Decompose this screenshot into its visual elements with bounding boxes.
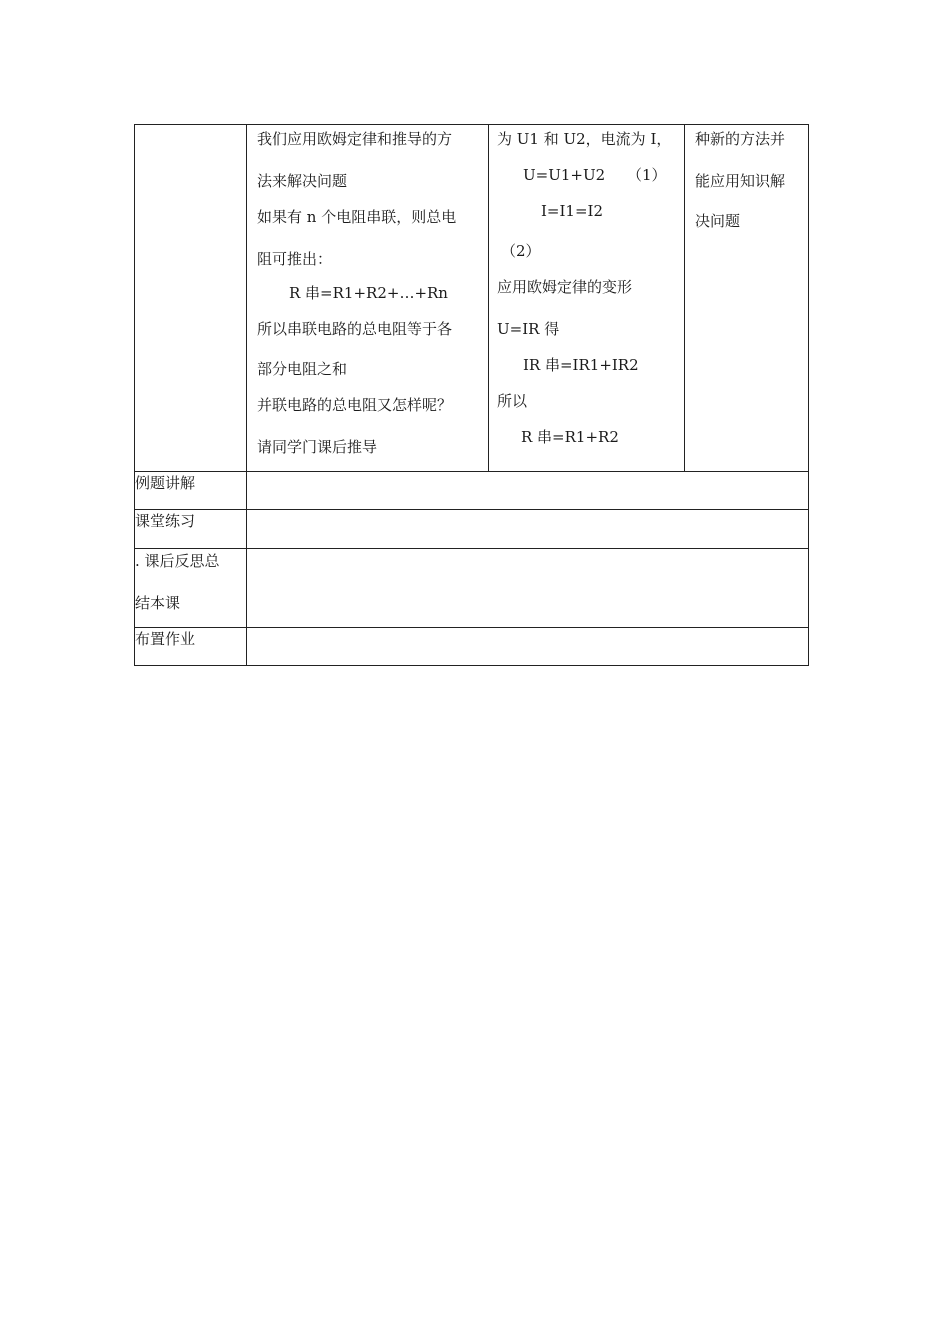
reflection-label-line: . 课后反思总 — [135, 552, 220, 570]
method-line: 如果有 n 个电阻串联，则总电 — [257, 208, 457, 226]
practice-row — [135, 510, 809, 549]
example-label: 例题讲解 — [135, 472, 247, 510]
series-resistance-result: R 串=R1+R2 — [521, 428, 619, 446]
method-line: 并联电路的总电阻又怎样呢？ — [257, 396, 453, 414]
method-line: 法来解决问题 — [257, 172, 348, 190]
reflection-content-cell — [247, 549, 809, 628]
formula-line: IR 串=IR1+IR2 — [523, 356, 639, 374]
formula-line: 所以 — [497, 392, 528, 410]
method-line: 请同学门课后推导 — [257, 438, 378, 456]
method-line: 阻可推出： — [257, 250, 333, 268]
equation-number: （2） — [501, 242, 541, 260]
reflection-label-line: 结本课 — [135, 594, 181, 612]
method-cell — [247, 125, 489, 472]
homework-row — [135, 628, 809, 666]
method-line: 我们应用欧姆定律和推导的方 — [257, 130, 453, 148]
voltage-formula: U=U1+U2 — [523, 166, 606, 184]
equation-number: （1） — [627, 166, 667, 184]
goal-cell — [685, 125, 809, 472]
reflection-label — [135, 549, 247, 628]
goal-line: 能应用知识解 — [695, 172, 786, 190]
goal-line: 种新的方法并 — [695, 130, 786, 148]
homework-content-cell — [247, 628, 809, 666]
lesson-plan-table — [134, 124, 809, 666]
empty-stage-cell — [135, 125, 247, 472]
formula-line: 应用欧姆定律的变形 — [497, 278, 633, 296]
example-content-cell — [247, 472, 809, 510]
formula-cell — [489, 125, 685, 472]
method-line: 所以串联电路的总电阻等于各 — [257, 320, 453, 338]
method-line: 部分电阻之和 — [257, 360, 348, 378]
goal-line: 决问题 — [695, 212, 741, 230]
example-row — [135, 472, 809, 510]
derivation-row — [135, 125, 809, 472]
practice-content-cell — [247, 510, 809, 549]
practice-label: 课堂练习 — [135, 510, 247, 549]
current-formula: I=I1=I2 — [541, 202, 603, 220]
formula-line: 为 U1 和 U2，电流为 I， — [497, 130, 672, 148]
homework-label: 布置作业 — [135, 628, 247, 666]
reflection-row — [135, 549, 809, 628]
formula-line: U=IR 得 — [497, 320, 560, 338]
series-resistance-formula: R 串=R1+R2+…+Rn — [289, 284, 448, 302]
